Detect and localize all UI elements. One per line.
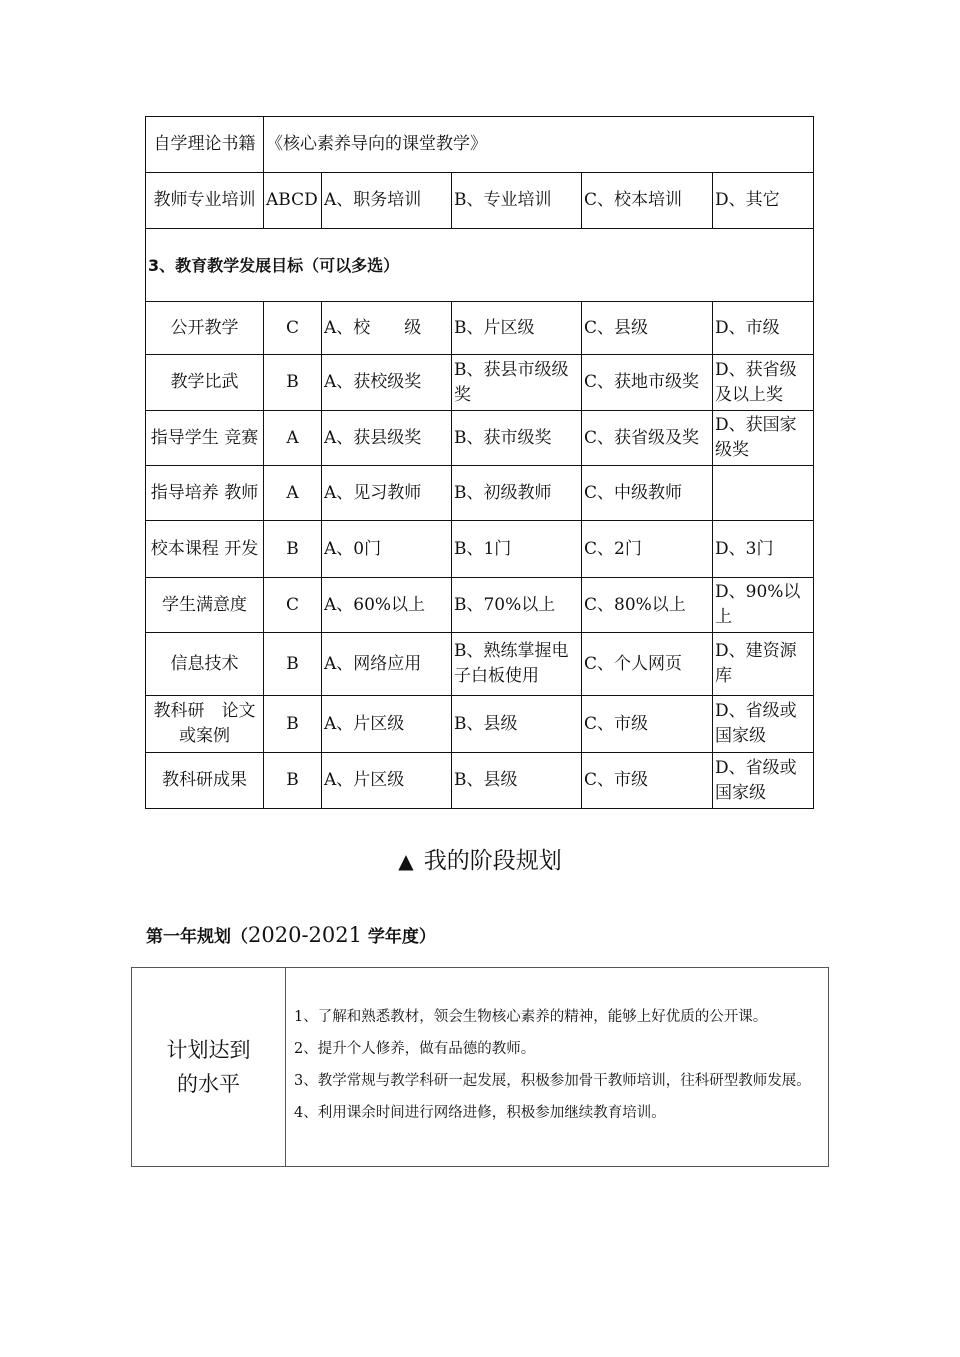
plan-label-line2: 的水平	[177, 1072, 240, 1096]
option-a: A、0门	[322, 521, 452, 578]
first-year-heading	[146, 922, 436, 947]
plan-item: 3、教学常规与教学科研一起发展，积极参加骨干教师培训，往科研型教师发展。	[294, 1073, 811, 1089]
option-d: D、其它	[713, 173, 814, 229]
option-c: C、2门	[582, 521, 713, 578]
plan-item: 4、利用课余时间进行网络进修，积极参加继续教育培训。	[294, 1105, 666, 1121]
option-d: D、获国家级奖	[713, 411, 814, 466]
row-label: 指导学生 竞赛	[146, 411, 264, 466]
row-label: 校本课程 开发	[146, 521, 264, 578]
option-b: B、获县市级级奖	[452, 355, 582, 411]
section-row	[146, 229, 814, 302]
table-row	[146, 578, 814, 633]
table-row	[146, 633, 814, 696]
option-c: C、个人网页	[582, 633, 713, 696]
answer-cell: C	[264, 302, 322, 355]
table-row	[146, 696, 814, 753]
row-label: 指导培养 教师	[146, 466, 264, 521]
table-row	[146, 466, 814, 521]
plan-item: 2、提升个人修养，做有品德的教师。	[294, 1041, 536, 1057]
option-c: C、获地市级奖	[582, 355, 713, 411]
option-a: A、获县级奖	[322, 411, 452, 466]
table-row	[146, 521, 814, 578]
answer-cell: B	[264, 355, 322, 411]
option-a: A、60%以上	[322, 578, 452, 633]
stage-plan-heading	[0, 842, 960, 875]
row-label: 自学理论书籍	[146, 117, 264, 173]
option-d: D、建资源库	[713, 633, 814, 696]
option-c: C、市级	[582, 753, 713, 809]
answer-cell: ABCD	[264, 173, 322, 229]
option-b: B、初级教师	[452, 466, 582, 521]
option-d: D、90%以上	[713, 578, 814, 633]
answer-cell: B	[264, 521, 322, 578]
stage-plan-title: 我的阶段规划	[423, 848, 562, 874]
option-d	[713, 466, 814, 521]
option-b: B、县级	[452, 696, 582, 753]
row-label: 教科研 论文或案例	[146, 696, 264, 753]
triangle-icon: ▲	[398, 849, 414, 873]
book-title: 《核心素养导向的课堂教学》	[264, 117, 814, 173]
row-label: 教学比武	[146, 355, 264, 411]
option-c: C、中级教师	[582, 466, 713, 521]
option-a: A、校 级	[322, 302, 452, 355]
row-label: 信息技术	[146, 633, 264, 696]
option-a: A、片区级	[322, 696, 452, 753]
option-c: C、80%以上	[582, 578, 713, 633]
option-c: C、市级	[582, 696, 713, 753]
training-row	[146, 173, 814, 229]
option-b: B、获市级奖	[452, 411, 582, 466]
table-row	[146, 753, 814, 809]
option-a: A、职务培训	[322, 173, 452, 229]
table-row	[146, 411, 814, 466]
row-label: 学生满意度	[146, 578, 264, 633]
option-c: C、获省级及奖	[582, 411, 713, 466]
answer-cell: B	[264, 633, 322, 696]
option-c: C、校本培训	[582, 173, 713, 229]
first-year-range: 2020-2021	[248, 923, 362, 947]
answer-cell: A	[264, 411, 322, 466]
plan-item: 1、了解和熟悉教材，领会生物核心素养的精神，能够上好优质的公开课。	[294, 1009, 768, 1025]
book-row	[146, 117, 814, 173]
option-c: C、县级	[582, 302, 713, 355]
row-label: 教师专业培训	[146, 173, 264, 229]
table-row	[146, 302, 814, 355]
table-row	[146, 355, 814, 411]
row-label: 教科研成果	[146, 753, 264, 809]
first-year-plan-table	[131, 967, 829, 1167]
option-b: B、片区级	[452, 302, 582, 355]
option-a: A、片区级	[322, 753, 452, 809]
option-b: B、熟练掌握电子白板使用	[452, 633, 582, 696]
option-a: A、见习教师	[322, 466, 452, 521]
option-d: D、省级或国家级	[713, 753, 814, 809]
option-b: B、1门	[452, 521, 582, 578]
plan-items	[286, 968, 829, 1167]
section-title: 3、教育教学发展目标（可以多选）	[146, 229, 814, 302]
option-d: D、省级或国家级	[713, 696, 814, 753]
development-goals-table	[145, 116, 814, 809]
answer-cell: A	[264, 466, 322, 521]
option-d: D、市级	[713, 302, 814, 355]
answer-cell: B	[264, 696, 322, 753]
plan-label-line1: 计划达到	[166, 1038, 251, 1062]
option-d: D、3门	[713, 521, 814, 578]
first-year-suffix: 学年度）	[361, 927, 436, 947]
option-a: A、获校级奖	[322, 355, 452, 411]
option-b: B、70%以上	[452, 578, 582, 633]
plan-label	[132, 968, 286, 1167]
option-d: D、获省级及以上奖	[713, 355, 814, 411]
answer-cell: C	[264, 578, 322, 633]
answer-cell: B	[264, 753, 322, 809]
first-year-prefix: 第一年规划（	[146, 927, 248, 947]
option-a: A、网络应用	[322, 633, 452, 696]
row-label: 公开教学	[146, 302, 264, 355]
option-b: B、专业培训	[452, 173, 582, 229]
option-b: B、县级	[452, 753, 582, 809]
